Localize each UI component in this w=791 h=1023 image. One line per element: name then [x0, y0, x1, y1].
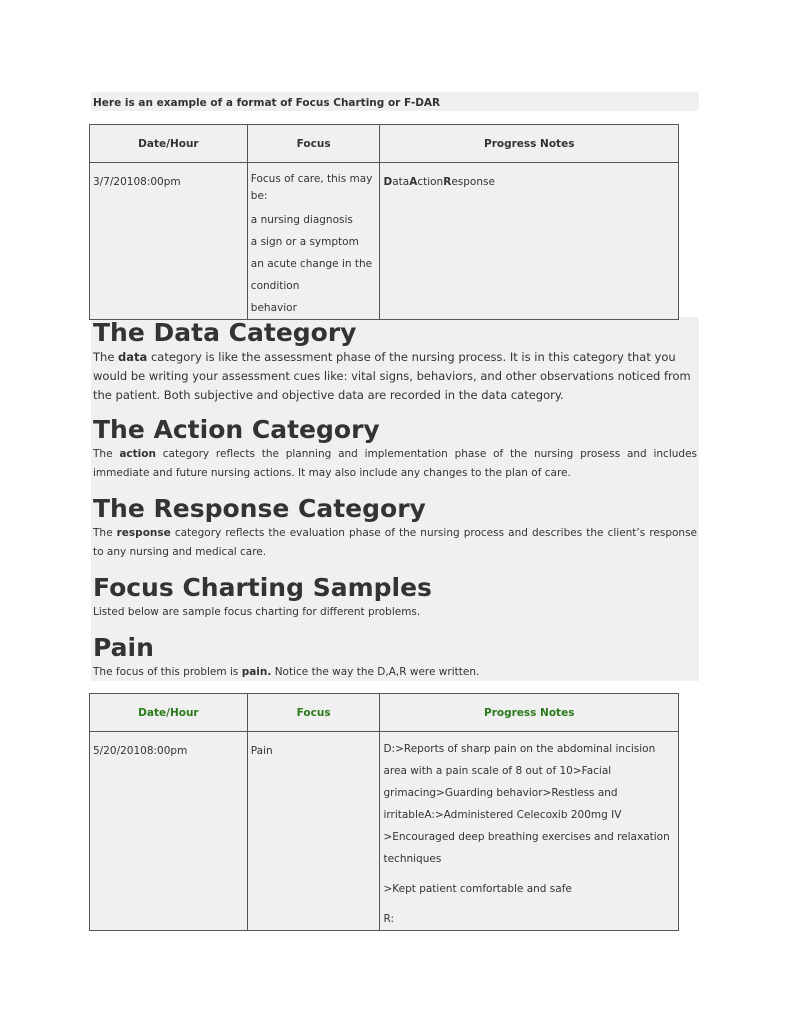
- focus-item: behavior: [250, 302, 297, 314]
- samples-section: [93, 573, 697, 622]
- notes-line: >Kept patient comfortable and safe: [383, 883, 572, 895]
- intro-text: Here is an example of a format of Focus Charting or F-DAR: [93, 97, 441, 109]
- cell-progress-notes: [380, 732, 679, 931]
- cell-date: 3/7/20108:00pm: [90, 163, 248, 320]
- pain-heading: Pain: [93, 633, 154, 662]
- cell-focus: Pain: [247, 732, 380, 931]
- cell-date: 5/20/20108:00pm: [90, 732, 248, 931]
- pain-chart-table: [89, 693, 679, 931]
- header-date-hour: Date/Hour: [90, 125, 248, 163]
- table-row: [90, 163, 679, 320]
- samples-text: Listed below are sample focus charting for different problems.: [93, 606, 421, 618]
- header-focus: Focus: [247, 125, 380, 163]
- action-category-text: The action category reflects the planning and implementation phase of the nursing prosess and includes immediate and future nursing actions. It may also include any changes to the plan of care.: [93, 448, 698, 479]
- header-focus: Focus: [247, 694, 380, 732]
- table-row: [90, 732, 679, 931]
- header-progress-notes: Progress Notes: [380, 694, 679, 732]
- response-category-heading: The Response Category: [93, 494, 426, 523]
- data-category-section: [93, 318, 697, 405]
- focus-intro: Focus of care, this may be:: [250, 173, 373, 202]
- pain-text: The focus of this problem is pain. Notice the way the D,A,R were written.: [93, 666, 480, 678]
- notes-block: D:>Reports of sharp pain on the abdominal incision area with a pain scale of 8 out of 10>Facial grimacing>Guarding behavior>Restless and irritableA:>Administered Celecoxib 200mg IV >Encouraged deep breathing exercises and relaxation techniques: [383, 743, 670, 865]
- action-category-section: [93, 415, 697, 483]
- focus-item: condition: [250, 280, 300, 292]
- header-date-hour: Date/Hour: [90, 694, 248, 732]
- data-category-heading: The Data Category: [93, 318, 357, 347]
- focus-item: an acute change in the: [250, 258, 373, 270]
- focus-item: a sign or a symptom: [250, 236, 359, 248]
- cell-focus: [247, 163, 380, 320]
- header-progress-notes: Progress Notes: [380, 125, 679, 163]
- response-category-section: [93, 494, 697, 562]
- response-category-text: The response category reflects the evaluation phase of the nursing process and describes the client’s response to any nursing and medical care.: [93, 527, 698, 558]
- dar-label: DataActionResponse: [383, 176, 495, 188]
- samples-heading: Focus Charting Samples: [93, 573, 432, 602]
- notes-line: R:: [383, 913, 394, 925]
- pain-section: [93, 633, 697, 682]
- table-header-row: [90, 125, 679, 163]
- table-header-row: [90, 694, 679, 732]
- data-category-text: The data category is like the assessment phase of the nursing process. It is in this category that you would be writing your assessment cues like: vital signs, behaviors, and other observations noticed from the patient. Both subjective and objective data are recorded in the data category.: [93, 350, 691, 402]
- cell-progress-notes: [380, 163, 679, 320]
- focus-item: a nursing diagnosis: [250, 214, 353, 226]
- action-category-heading: The Action Category: [93, 415, 380, 444]
- fdar-format-table: [89, 124, 679, 320]
